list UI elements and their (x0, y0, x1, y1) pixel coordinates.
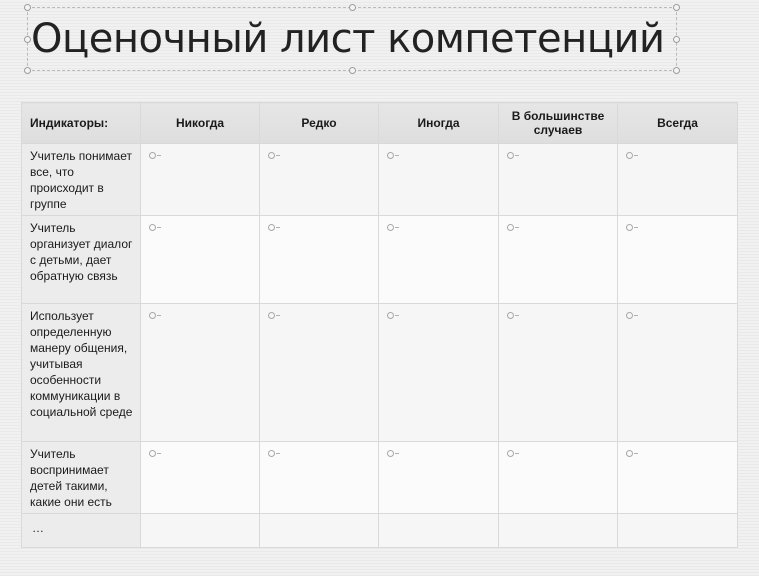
dash-icon (157, 453, 161, 454)
rating-cell-mostly (499, 442, 618, 514)
radio-option[interactable] (149, 150, 161, 160)
rating-cell-rarely (260, 304, 379, 442)
radio-circle-icon (268, 224, 275, 231)
rating-cell-sometimes (379, 144, 499, 216)
column-header-always: Всегда (618, 103, 738, 144)
radio-option[interactable] (387, 222, 399, 232)
table-row (22, 514, 738, 548)
column-header-rarely: Редко (260, 103, 379, 144)
dash-icon (276, 453, 280, 454)
title-placeholder[interactable] (27, 7, 677, 71)
rating-cell-always (618, 304, 738, 442)
radio-option[interactable] (268, 310, 280, 320)
dash-icon (634, 453, 638, 454)
empty-cell (141, 514, 260, 548)
table-row (22, 144, 738, 216)
radio-option[interactable] (387, 310, 399, 320)
radio-option[interactable] (507, 150, 519, 160)
empty-cell (379, 514, 499, 548)
resize-handle[interactable] (349, 4, 356, 11)
rating-cell-sometimes (379, 216, 499, 304)
radio-circle-icon (387, 450, 394, 457)
radio-circle-icon (507, 152, 514, 159)
dash-icon (157, 315, 161, 316)
radio-option[interactable] (626, 310, 638, 320)
radio-circle-icon (507, 224, 514, 231)
radio-circle-icon (387, 224, 394, 231)
radio-option[interactable] (387, 150, 399, 160)
dash-icon (515, 227, 519, 228)
rating-cell-mostly (499, 304, 618, 442)
radio-circle-icon (149, 224, 156, 231)
rating-cell-mostly (499, 216, 618, 304)
radio-option[interactable] (268, 150, 280, 160)
column-header-never: Никогда (141, 103, 260, 144)
rating-cell-never (141, 216, 260, 304)
dash-icon (157, 227, 161, 228)
dash-icon (276, 155, 280, 156)
radio-circle-icon (268, 152, 275, 159)
rating-cell-rarely (260, 216, 379, 304)
radio-circle-icon (626, 224, 633, 231)
rating-cell-always (618, 144, 738, 216)
dash-icon (515, 453, 519, 454)
empty-cell (618, 514, 738, 548)
radio-circle-icon (149, 450, 156, 457)
radio-option[interactable] (507, 222, 519, 232)
rating-cell-sometimes (379, 304, 499, 442)
indicator-label: Учитель воспринимает детей такими, какие они есть (22, 442, 141, 514)
dash-icon (634, 315, 638, 316)
radio-option[interactable] (387, 448, 399, 458)
ellipsis-label: … (22, 514, 141, 548)
radio-circle-icon (626, 450, 633, 457)
radio-option[interactable] (626, 150, 638, 160)
rating-cell-sometimes (379, 442, 499, 514)
table-header-row (22, 103, 738, 144)
dash-icon (157, 155, 161, 156)
radio-option[interactable] (149, 448, 161, 458)
resize-handle[interactable] (673, 36, 680, 43)
radio-option[interactable] (268, 448, 280, 458)
radio-circle-icon (268, 312, 275, 319)
resize-handle[interactable] (349, 67, 356, 74)
dash-icon (395, 227, 399, 228)
radio-circle-icon (149, 152, 156, 159)
rating-cell-never (141, 144, 260, 216)
empty-cell (260, 514, 379, 548)
table-row (22, 304, 738, 442)
column-header-indicators: Индикаторы: (22, 103, 141, 144)
indicator-label: Учитель организует диалог с детьми, дает обратную связь (22, 216, 141, 304)
radio-option[interactable] (268, 222, 280, 232)
empty-cell (499, 514, 618, 548)
resize-handle[interactable] (24, 36, 31, 43)
rating-cell-never (141, 304, 260, 442)
radio-circle-icon (149, 312, 156, 319)
radio-circle-icon (268, 450, 275, 457)
competency-table (21, 102, 738, 548)
dash-icon (634, 155, 638, 156)
radio-circle-icon (387, 312, 394, 319)
rating-cell-rarely (260, 442, 379, 514)
table-row (22, 442, 738, 514)
indicator-label: Учитель понимает все, что происходит в группе (22, 144, 141, 216)
table-row (22, 216, 738, 304)
radio-circle-icon (507, 312, 514, 319)
page-title: Оценочный лист компетенций (31, 16, 665, 62)
column-header-mostly: В большинстве случаев (499, 103, 618, 144)
radio-option[interactable] (507, 448, 519, 458)
radio-option[interactable] (149, 310, 161, 320)
dash-icon (395, 453, 399, 454)
rating-cell-mostly (499, 144, 618, 216)
dash-icon (515, 315, 519, 316)
dash-icon (276, 315, 280, 316)
column-header-sometimes: Иногда (379, 103, 499, 144)
indicator-label: Использует определенную манеру общения, учитывая особенности коммуникации в социальной среде (22, 304, 141, 442)
radio-option[interactable] (149, 222, 161, 232)
dash-icon (395, 315, 399, 316)
resize-handle[interactable] (24, 4, 31, 11)
rating-cell-always (618, 442, 738, 514)
radio-option[interactable] (507, 310, 519, 320)
dash-icon (395, 155, 399, 156)
radio-circle-icon (626, 152, 633, 159)
resize-handle[interactable] (24, 67, 31, 74)
rating-cell-never (141, 442, 260, 514)
dash-icon (515, 155, 519, 156)
dash-icon (276, 227, 280, 228)
radio-option[interactable] (626, 222, 638, 232)
radio-circle-icon (626, 312, 633, 319)
radio-circle-icon (507, 450, 514, 457)
resize-handle[interactable] (673, 67, 680, 74)
rating-cell-always (618, 216, 738, 304)
rating-cell-rarely (260, 144, 379, 216)
radio-circle-icon (387, 152, 394, 159)
radio-option[interactable] (626, 448, 638, 458)
resize-handle[interactable] (673, 4, 680, 11)
dash-icon (634, 227, 638, 228)
